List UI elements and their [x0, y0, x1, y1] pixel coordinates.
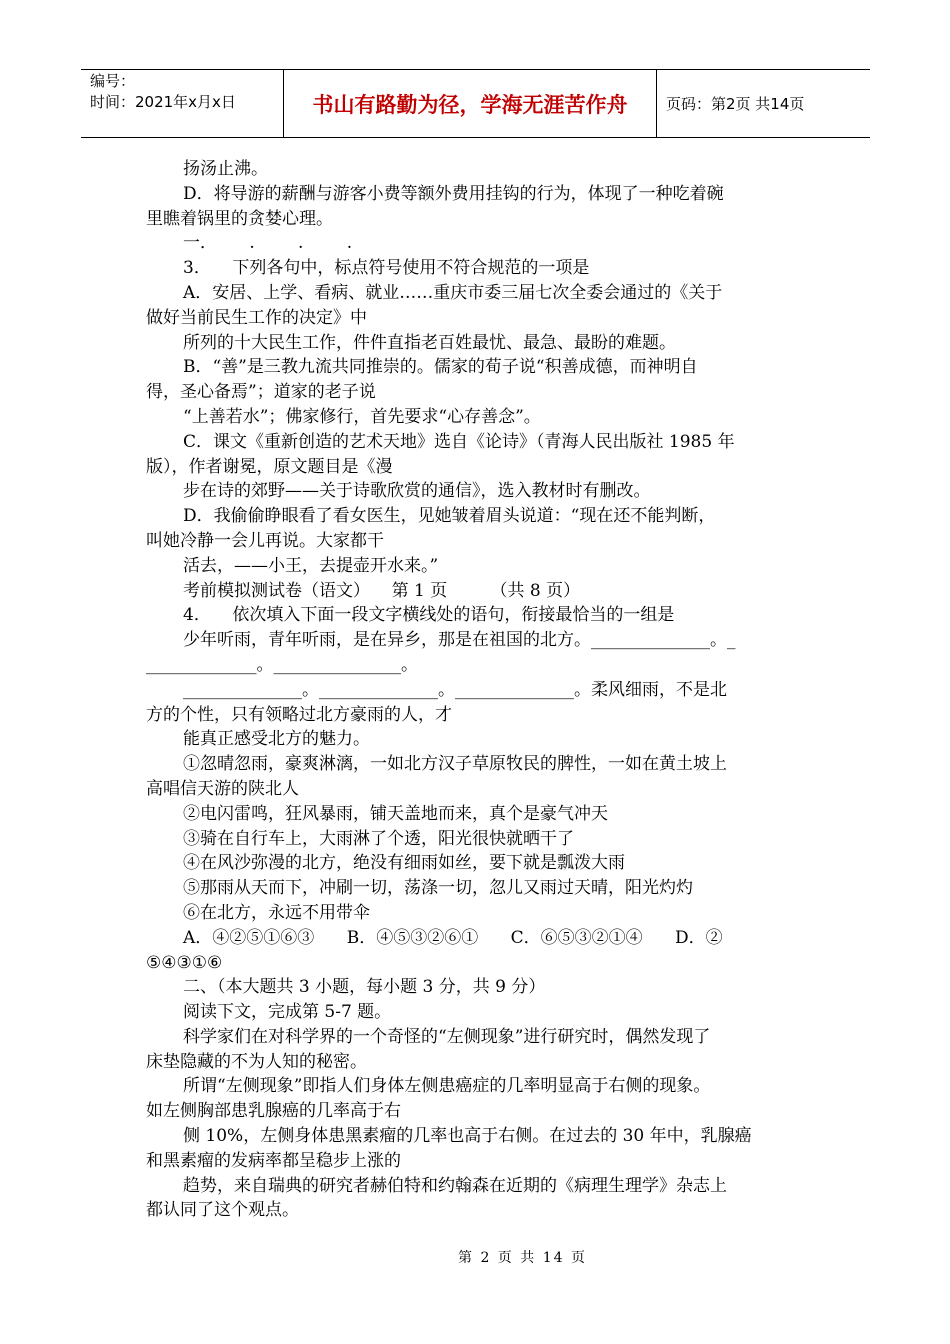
- text-line: D．我偷偷睁眼看了看女医生，见她皱着眉头说道：“现在还不能判断，: [183, 506, 716, 527]
- header-motto: 书山有路勤为径，学海无涯苦作舟: [312, 92, 628, 117]
- text-line: 如左侧胸部患乳腺癌的几率高于右: [146, 1101, 401, 1122]
- text-line: ⑥在北方，永远不用带伞: [183, 902, 370, 923]
- text-line: 能真正感受北方的魅力。: [183, 729, 370, 750]
- text-line: A．④②⑤①⑥③ B．④⑤③②⑥① C．⑥⑤③②①④ D．②: [183, 927, 723, 948]
- header-meta-cell: [81, 70, 284, 137]
- text-line: 里瞧着锅里的贪婪心理。: [146, 208, 333, 229]
- text-line: 扬汤止沸。: [183, 159, 268, 179]
- text-line: 趋势，来自瑞典的研究者赫伯特和约翰森在近期的《病理生理学》杂志上: [183, 1175, 727, 1196]
- text-line: “上善若水”；佛家修行，首先要求“心存善念”。: [183, 406, 541, 427]
- text-line: 做好当前民生工作的决定》中: [146, 307, 367, 328]
- text-line: 侧 10%，左侧身体患黑素瘤的几率也高于右侧。在过去的 30 年中，乳腺癌: [183, 1126, 752, 1147]
- text-line: 都认同了这个观点。: [146, 1200, 299, 1221]
- text-line: ______________。______________。______________。柔风细雨，不是北: [183, 679, 727, 700]
- text-line: B．“善”是三教九流共同推崇的。儒家的荀子说“积善成德，而神明自: [183, 357, 698, 378]
- text-line: A．安居、上学、看病、就业……重庆市委三届七次全委会通过的《关于: [183, 282, 723, 303]
- text-line: 科学家们在对科学界的一个奇怪的“左侧现象”进行研究时，偶然发现了: [183, 1026, 711, 1047]
- text-line: 活去，——小王，去提壶开水来。”: [183, 555, 439, 576]
- text-line: ①忽晴忽雨，豪爽淋漓，一如北方汉子草原牧民的脾性，一如在黄土坡上: [183, 754, 727, 775]
- header-motto-cell: [284, 70, 657, 137]
- text-line: 所列的十大民生工作，件件直指老百姓最忧、最急、最盼的难题。: [183, 332, 676, 353]
- text-line: 叫她冷静一会儿再说。大家都干: [146, 530, 384, 551]
- document-body: [146, 157, 806, 1223]
- header-page-info: 页码：第2页 共14页: [666, 95, 805, 113]
- text-line: 所谓“左侧现象”即指人们身体左侧患癌症的几率明显高于右侧的现象。: [183, 1076, 711, 1097]
- text-line: ④在风沙弥漫的北方，绝没有细雨如丝，要下就是瓢泼大雨: [183, 853, 625, 874]
- text-line: C．课文《重新创造的艺术天地》选自《论诗》（青海人民出版社 1985 年: [183, 431, 735, 452]
- page-header: [81, 69, 870, 138]
- text-line: 床垫隐藏的不为人知的秘密。: [146, 1051, 367, 1072]
- text-line: 和黑素瘤的发病率都呈稳步上涨的: [146, 1150, 401, 1171]
- text-line: ⑤④③①⑥: [146, 952, 223, 973]
- text-line: 版），作者谢冕，原文题目是《漫: [146, 456, 393, 477]
- text-line: 方的个性，只有领略过北方豪雨的人，才: [146, 704, 452, 725]
- text-line: 4． 依次填入下面一段文字横线处的语句，衔接最恰当的一组是: [183, 605, 675, 626]
- text-line: ⑤那雨从天而下，冲刷一切，荡涤一切，忽儿又雨过天晴，阳光灼灼: [183, 878, 693, 899]
- text-line: 得，圣心备焉”；道家的老子说: [146, 382, 376, 403]
- text-line: 步在诗的郊野——关于诗歌欣赏的通信》，选入教材时有删改。: [183, 481, 651, 502]
- header-page-cell: [657, 70, 870, 137]
- text-line: 一． . . .: [183, 233, 353, 254]
- text-line: _____________。_______________。: [146, 654, 418, 675]
- text-line: ②电闪雷鸣，狂风暴雨，铺天盖地而来，真个是豪气冲天: [183, 803, 608, 824]
- text-line: 阅读下文，完成第 5-7 题。: [183, 1002, 392, 1023]
- text-line: 3． 下列各句中，标点符号使用不符合规范的一项是: [183, 258, 590, 279]
- text-line: 少年听雨，青年听雨，是在异乡，那是在祖国的北方。______________。_: [183, 630, 736, 651]
- text-line: 考前模拟测试卷（语文） 第 1 页 （共 8 页）: [183, 580, 581, 601]
- text-line: 高唱信天游的陕北人: [146, 778, 299, 799]
- text-line: 二、（本大题共 3 小题，每小题 3 分，共 9 分）: [183, 977, 546, 998]
- header-doc-number: 编号：: [90, 72, 136, 90]
- page-footer: 第 2 页 共 14 页: [458, 1250, 587, 1266]
- header-date: 时间：2021年x月x日: [90, 93, 236, 111]
- text-line: D．将导游的薪酬与游客小费等额外费用挂钩的行为，体现了一种吃着碗: [183, 183, 724, 204]
- text-line: ③骑在自行车上，大雨淋了个透，阳光很快就晒干了: [183, 828, 574, 849]
